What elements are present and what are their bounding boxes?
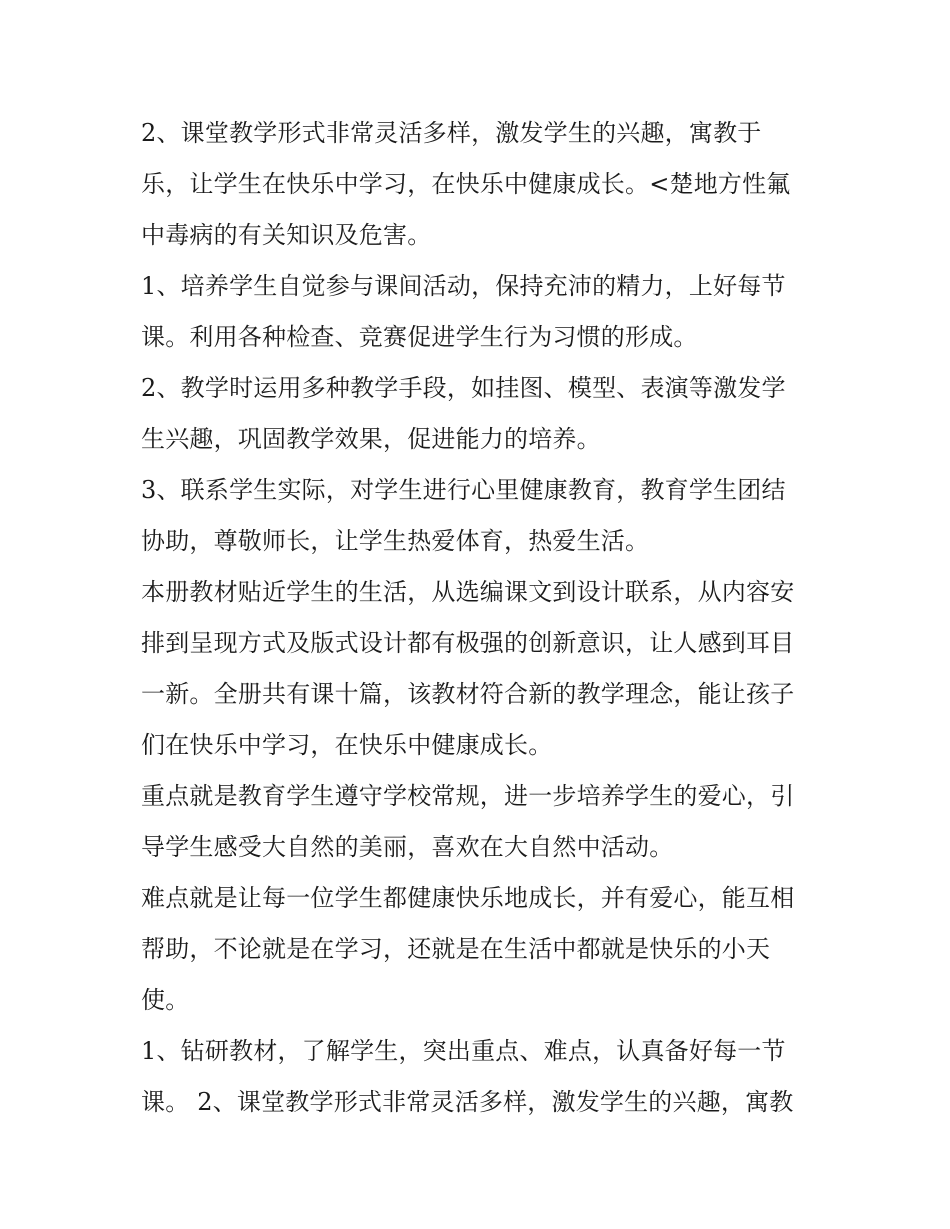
text-line: 协助，尊敬师长，让学生热爱体育，热爱生活。 <box>141 527 650 555</box>
text-line: 1、钻研教材，了解学生，突出重点、难点，认真备好每一节 <box>141 1037 786 1065</box>
text-line: 们在快乐中学习，在快乐中健康成长。 <box>141 731 553 759</box>
text-line: 一新。全册共有课十篇，该教材符合新的教学理念，能让孩子 <box>141 680 795 708</box>
text-line: 使。 <box>141 986 190 1014</box>
text-line: 重点就是教育学生遵守学校常规，进一步培养学生的爱心，引 <box>141 782 795 810</box>
text-line: 中毒病的有关知识及危害。 <box>141 221 432 249</box>
text-line: 本册教材贴近学生的生活，从选编课文到设计联系，从内容安 <box>141 578 795 606</box>
text-line: 难点就是让每一位学生都健康快乐地成长，并有爱心，能互相 <box>141 884 795 912</box>
text-line: 乐，让学生在快乐中学习，在快乐中健康成长。<楚地方性氟 <box>141 170 791 198</box>
text-line: 2、教学时运用多种教学手段，如挂图、模型、表演等激发学 <box>141 374 786 402</box>
text-line: 帮助，不论就是在学习，还就是在生活中都就是快乐的小天 <box>141 935 771 963</box>
document-body <box>141 108 821 1128</box>
text-line: 导学生感受大自然的美丽，喜欢在大自然中活动。 <box>141 833 674 861</box>
text-line: 课。 2、课堂教学形式非常灵活多样，激发学生的兴趣，寓教 <box>141 1088 794 1116</box>
text-line: 1、培养学生自觉参与课间活动，保持充沛的精力，上好每节 <box>141 272 786 300</box>
text-line: 3、联系学生实际，对学生进行心里健康教育，教育学生团结 <box>141 476 786 504</box>
text-line: 生兴趣，巩固教学效果，促进能力的培养。 <box>141 425 601 453</box>
text-line: 课。利用各种检查、竞赛促进学生行为习惯的形成。 <box>141 323 698 351</box>
text-line: 2、课堂教学形式非常灵活多样，激发学生的兴趣，寓教于 <box>141 119 762 147</box>
text-line: 排到呈现方式及版式设计都有极强的创新意识，让人感到耳目 <box>141 629 795 657</box>
